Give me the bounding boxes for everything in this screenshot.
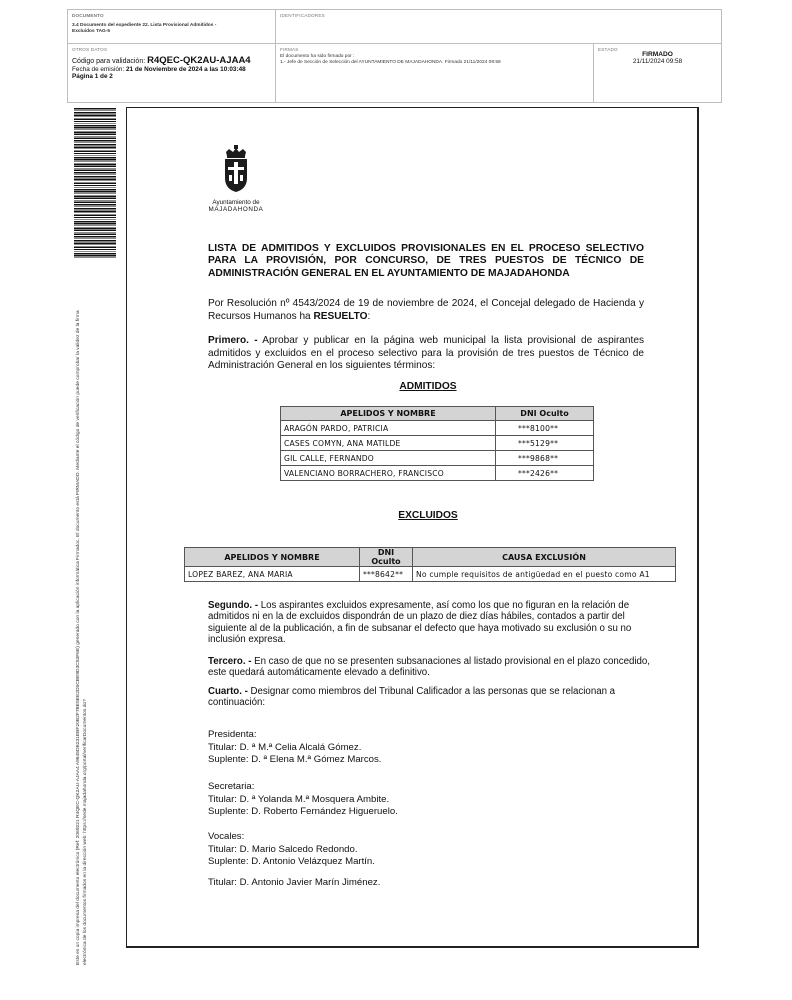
- excluido-causa: No cumple requisitos de antigüedad en el puesto como A1: [413, 567, 676, 582]
- tercero-paragraph: [208, 656, 650, 679]
- fecha-value: 21 de Noviembre de 2024 a las 10:03:48: [126, 66, 246, 73]
- admitido-name: CASES COMYN, ANA MATILDE: [281, 436, 496, 451]
- firmas-line1: El documento ha sido firmado por :: [280, 54, 355, 59]
- tercero-text: En caso de que no se presenten subsanaciones al listado provisional en el plazo concedido, este quedará automáticamente elevado a definitivo.: [208, 656, 650, 679]
- admitidos-heading: ADMITIDOS: [399, 381, 457, 392]
- otros-datos-label: OTROS DATOS: [72, 47, 108, 52]
- segundo-text: Los aspirantes excluidos expresamente, así como los que no figuran en la relación de admitidos ni en la de excluidos dispondrán de un plazo de diez días hábiles, contados a partir del siguiente al de la publicación, a fin de subsanar el defecto que haya motivado su exclusión o su no inclusión expresa.: [208, 600, 632, 646]
- otros-datos-cell: [68, 44, 276, 102]
- secretaria-titular: Titular: D. ª Yolanda M.ª Mosquera Ambite.: [208, 793, 390, 805]
- intro-text: Por Resolución nº 4543/2024 de 19 de noviembre de 2024, el Concejal delegado de Hacienda y Recursos Humanos ha: [208, 298, 644, 322]
- barcode: [74, 108, 116, 258]
- documento-label: DOCUMENTO: [72, 13, 104, 18]
- excluido-dni: ***8642**: [360, 567, 413, 582]
- admitido-dni: ***8100**: [496, 421, 594, 436]
- tercero-label: Tercero. -: [208, 656, 252, 667]
- documento-text: 3.4 Documento del expediente 22. Lista Provisional Admitidos -Excluidos TAG-5: [72, 23, 217, 34]
- cuarto-label: Cuarto. -: [208, 686, 248, 697]
- vocales-heading: Vocales:: [208, 831, 245, 842]
- vocales-block: [208, 831, 380, 889]
- cuarto-text: Designar como miembros del Tribunal Calificador a las personas que se relacionan a continuación:: [208, 686, 616, 709]
- admitidos-col-dni: DNI Oculto: [496, 407, 594, 421]
- admitido-dni: ***9868**: [496, 451, 594, 466]
- excluidos-table: [184, 547, 676, 582]
- estado-date: 21/11/2024 09:58: [632, 58, 683, 65]
- admitido-dni: ***2426**: [496, 466, 594, 481]
- identificadores-label: IDENTIFICADORES: [280, 13, 325, 18]
- secretaria-block: [208, 781, 398, 819]
- documento-cell: [68, 10, 276, 44]
- logo-line1: Ayuntamiento de: [212, 199, 260, 206]
- vocales-titular-1: Titular: D. Mario Salcedo Redondo.: [208, 843, 358, 855]
- excluidos-col-name: APELIDOS Y NOMBRE: [185, 548, 360, 567]
- identificadores-cell: [276, 10, 721, 44]
- intro-paragraph: [208, 298, 644, 323]
- firmas-cell: [276, 44, 594, 102]
- primero-paragraph: [208, 335, 644, 373]
- presidenta-titular: Titular: D. ª M.ª Celia Alcalá Gómez.: [208, 741, 362, 753]
- admitidos-header-row: [281, 407, 594, 421]
- segundo-paragraph: [208, 600, 650, 646]
- admitido-name: ARAGÓN PARDO, PATRICIA: [281, 421, 496, 436]
- signature-header: [67, 9, 722, 103]
- primero-label: Primero. -: [208, 335, 258, 346]
- admitido-name: VALENCIANO BORRACHERO, FRANCISCO: [281, 466, 496, 481]
- fecha-label: Fecha de emisión:: [72, 66, 125, 73]
- estado-cell: [594, 44, 721, 102]
- document-frame: [126, 107, 699, 948]
- presidenta-block: [208, 729, 381, 767]
- secretaria-heading: Secretaria:: [208, 781, 255, 792]
- excluidos-col-dni: DNI Oculto: [360, 548, 413, 567]
- secretaria-suplente: Suplente: D. Roberto Fernández Higueruelo.: [208, 806, 398, 818]
- admitido-dni: ***5129**: [496, 436, 594, 451]
- estado-label: ESTADO: [598, 47, 618, 52]
- intro-bold: RESUELTO: [313, 310, 368, 322]
- vocales-titular-2: Titular: D. Antonio Javier Marín Jiménez.: [208, 876, 381, 888]
- excluidos-heading: EXCLUIDOS: [398, 510, 458, 521]
- logo-line2: MAJADAHONDA: [208, 206, 264, 213]
- table-row: [281, 436, 594, 451]
- estado-value: FIRMADO: [642, 51, 673, 58]
- presidenta-suplente: Suplente: D. ª Elena M.ª Gómez Marcos.: [208, 754, 382, 766]
- codigo-validacion: [72, 55, 271, 66]
- intro-end: :: [367, 310, 371, 322]
- table-row: [185, 567, 676, 582]
- primero-text: Aprobar y publicar en la página web municipal la lista provisional de aspirantes admitidos y excluidos en el proceso selectivo para la provisión de tres puestos de Técnico de Administración General en los siguientes términos:: [208, 335, 645, 372]
- table-row: [281, 466, 594, 481]
- admitidos-col-name: APELIDOS Y NOMBRE: [281, 407, 496, 421]
- segundo-label: Segundo. -: [208, 600, 259, 611]
- vocales-suplente-1: Suplente: D. Antonio Velázquez Martín.: [208, 856, 375, 868]
- admitido-name: GIL CALLE, FERNANDO: [281, 451, 496, 466]
- verification-side-text: Este es un copia impresa del documento electrónico (Ref: 2069221 R4QEC-QK2AU-AJAA4 A9845DB231EBF20B2F7BE5EE2D5CBE9D3C53F6E) generado con la aplicación informática Firmadoc. El documento está FIRMADO. Mediante el código de verificación puede comprobar la validez de la firma electrónica de los documentos firmados en la dirección web: https://sede.majadahonda.org/portal/verificarDocumentos.do?: [76, 310, 88, 965]
- pagina: Página 1 de 2: [72, 73, 113, 80]
- table-row: [281, 421, 594, 436]
- admitidos-table: [280, 406, 594, 481]
- firmas-line2: 1.- Jefe de Sección de Selección del AYUNTAMIENTO DE MAJADAHONDA. Firmado 21/11/2024 09:58: [280, 60, 501, 65]
- excluidos-header-row: [185, 548, 676, 567]
- firmas-label: FIRMAS: [280, 47, 299, 52]
- cuarto-paragraph: [208, 686, 650, 709]
- excluidos-col-causa: CAUSA EXCLUSIÓN: [413, 548, 676, 567]
- codigo-value: R4QEC-QK2AU-AJAA4: [147, 55, 251, 66]
- codigo-label: Código para validación:: [72, 58, 146, 65]
- presidenta-heading: Presidenta:: [208, 729, 257, 740]
- municipal-logo: [202, 145, 270, 217]
- table-row: [281, 451, 594, 466]
- excluido-name: LOPEZ BAREZ, ANA MARIA: [185, 567, 360, 582]
- fecha-emision: [72, 66, 271, 73]
- document-title: LISTA DE ADMITIDOS Y EXCLUIDOS PROVISIONALES EN EL PROCESO SELECTIVO PARA LA PROVISIÓN, POR CONCURSO, DE TRES PUESTOS DE TÉCNICO DE ADMINISTRACIÓN GENERAL EN EL AYUNTAMIENTO DE MAJADAHONDA: [208, 243, 644, 279]
- coat-of-arms-icon: [221, 145, 251, 193]
